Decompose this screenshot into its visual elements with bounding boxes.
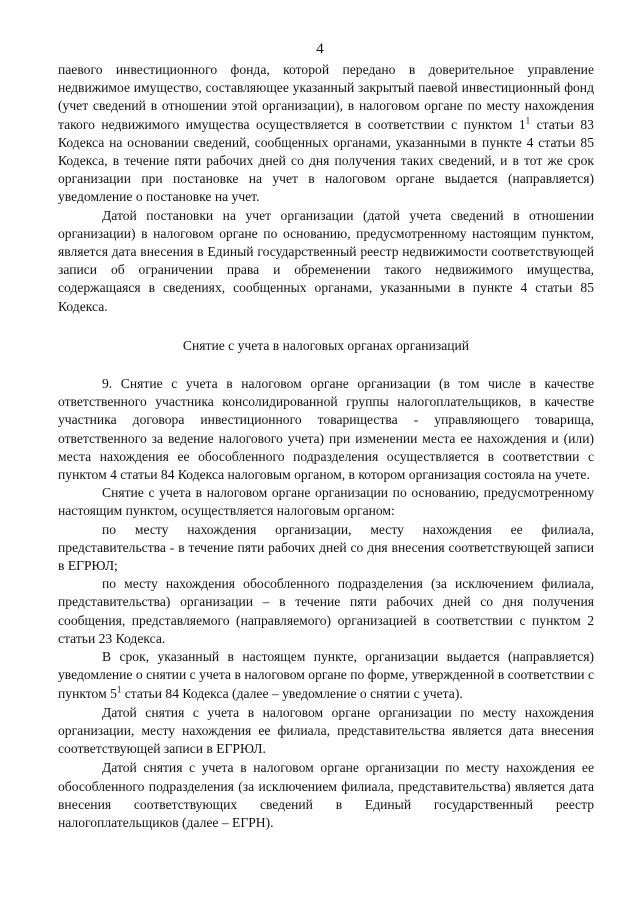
- paragraph-text: паевого инвестиционного фонда, которой передано в доверительное управление недвижимое имущество, составляющее указанный закрытый паевой инвестиционный фонд (учет сведений в отношении этой организации), в налоговом органе по месту нахождения такого недвижимого имущества осуществляется в соответствии с пунктом 1: [58, 62, 594, 132]
- superscript: 1: [525, 115, 531, 126]
- section-heading: Снятие с учета в налоговых органах организаций: [182, 337, 470, 353]
- document-body: [58, 61, 594, 832]
- paragraph-deregistration-date-egrn: Датой снятия с учета в налоговом органе организации по месту нахождения ее обособленного подразделения (за исключением филиала, представительства) является дата внесения соответствующих сведений в Единый государственный реестр налогоплательщиков (далее – ЕГРН).: [58, 760, 594, 830]
- paragraph-item-9: 9. Снятие с учета в налоговом органе организации (в том числе в качестве ответственного участника консолидированной группы налогоплательщиков, в качестве участника договора инвестиционного товарищества - управляющего товарища, ответственного за ведение налогового учета) при изменении места ее нахождения и (или) места нахождения ее обособленного подразделения осуществляется в соответствии с пунктом 4 статьи 84 Кодекса налоговым органом, в котором организация состояла на учете.: [58, 376, 594, 483]
- paragraph-text: В срок, указанный в настоящем пункте, организации выдается (направляется) уведомление о снятии с учета в налоговом органе по форме, утвержденной в соответствии с пунктом 5: [58, 649, 594, 701]
- paragraph-continuation: [58, 61, 594, 207]
- superscript: 1: [116, 683, 122, 694]
- paragraph-separate-division: по месту нахождения обособленного подразделения (за исключением филиала, представительства) организации – в течение пяти рабочих дней со дня получения сообщения, представляемого (направляемого) организацией в соответствии с пунктом 2 статьи 23 Кодекса.: [58, 576, 594, 646]
- paragraph-by-location: по месту нахождения организации, месту нахождения ее филиала, представительства - в течение пяти рабочих дней со дня внесения соответствующей записи в ЕГРЮЛ;: [58, 521, 594, 574]
- paragraph-text: статьи 84 Кодекса (далее – уведомление о снятии с учета).: [121, 685, 463, 701]
- paragraph-text: статьи 83 Кодекса на основании сведений, сообщенных органами, указанными в пункте 4 статьи 85 Кодекса, в течение пяти рабочих дней со дня получения таких сведений, и в тот же срок организации при постановке на учет в налоговом органе выдается (направляется) уведомление о постановке на учет.: [58, 116, 594, 205]
- paragraph-deregistration-basis: Снятие с учета в налоговом органе организации по основанию, предусмотренному настоящим пунктом, осуществляется налоговым органом:: [58, 485, 594, 519]
- paragraph-deregistration-date-egrul: Датой снятия с учета в налоговом органе организации по месту нахождения организации, месту нахождения ее филиала, представительства является дата внесения соответствующей записи в ЕГРЮЛ.: [58, 704, 594, 757]
- page-number: 4: [316, 41, 324, 57]
- paragraph-registration-date: Датой постановки на учет организации (датой учета сведений в отношении организации) в налоговом органе по основанию, предусмотренному настоящим пунктом, является дата внесения в Единый государственный реестр недвижимости соответствующей записи об ограничении права и обременении такого недвижимого имущества, содержащаяся в сведениях, сообщенных органами, указанными в пункте 4 статьи 85 Кодекса.: [58, 207, 594, 314]
- paragraph-notification: [58, 648, 594, 703]
